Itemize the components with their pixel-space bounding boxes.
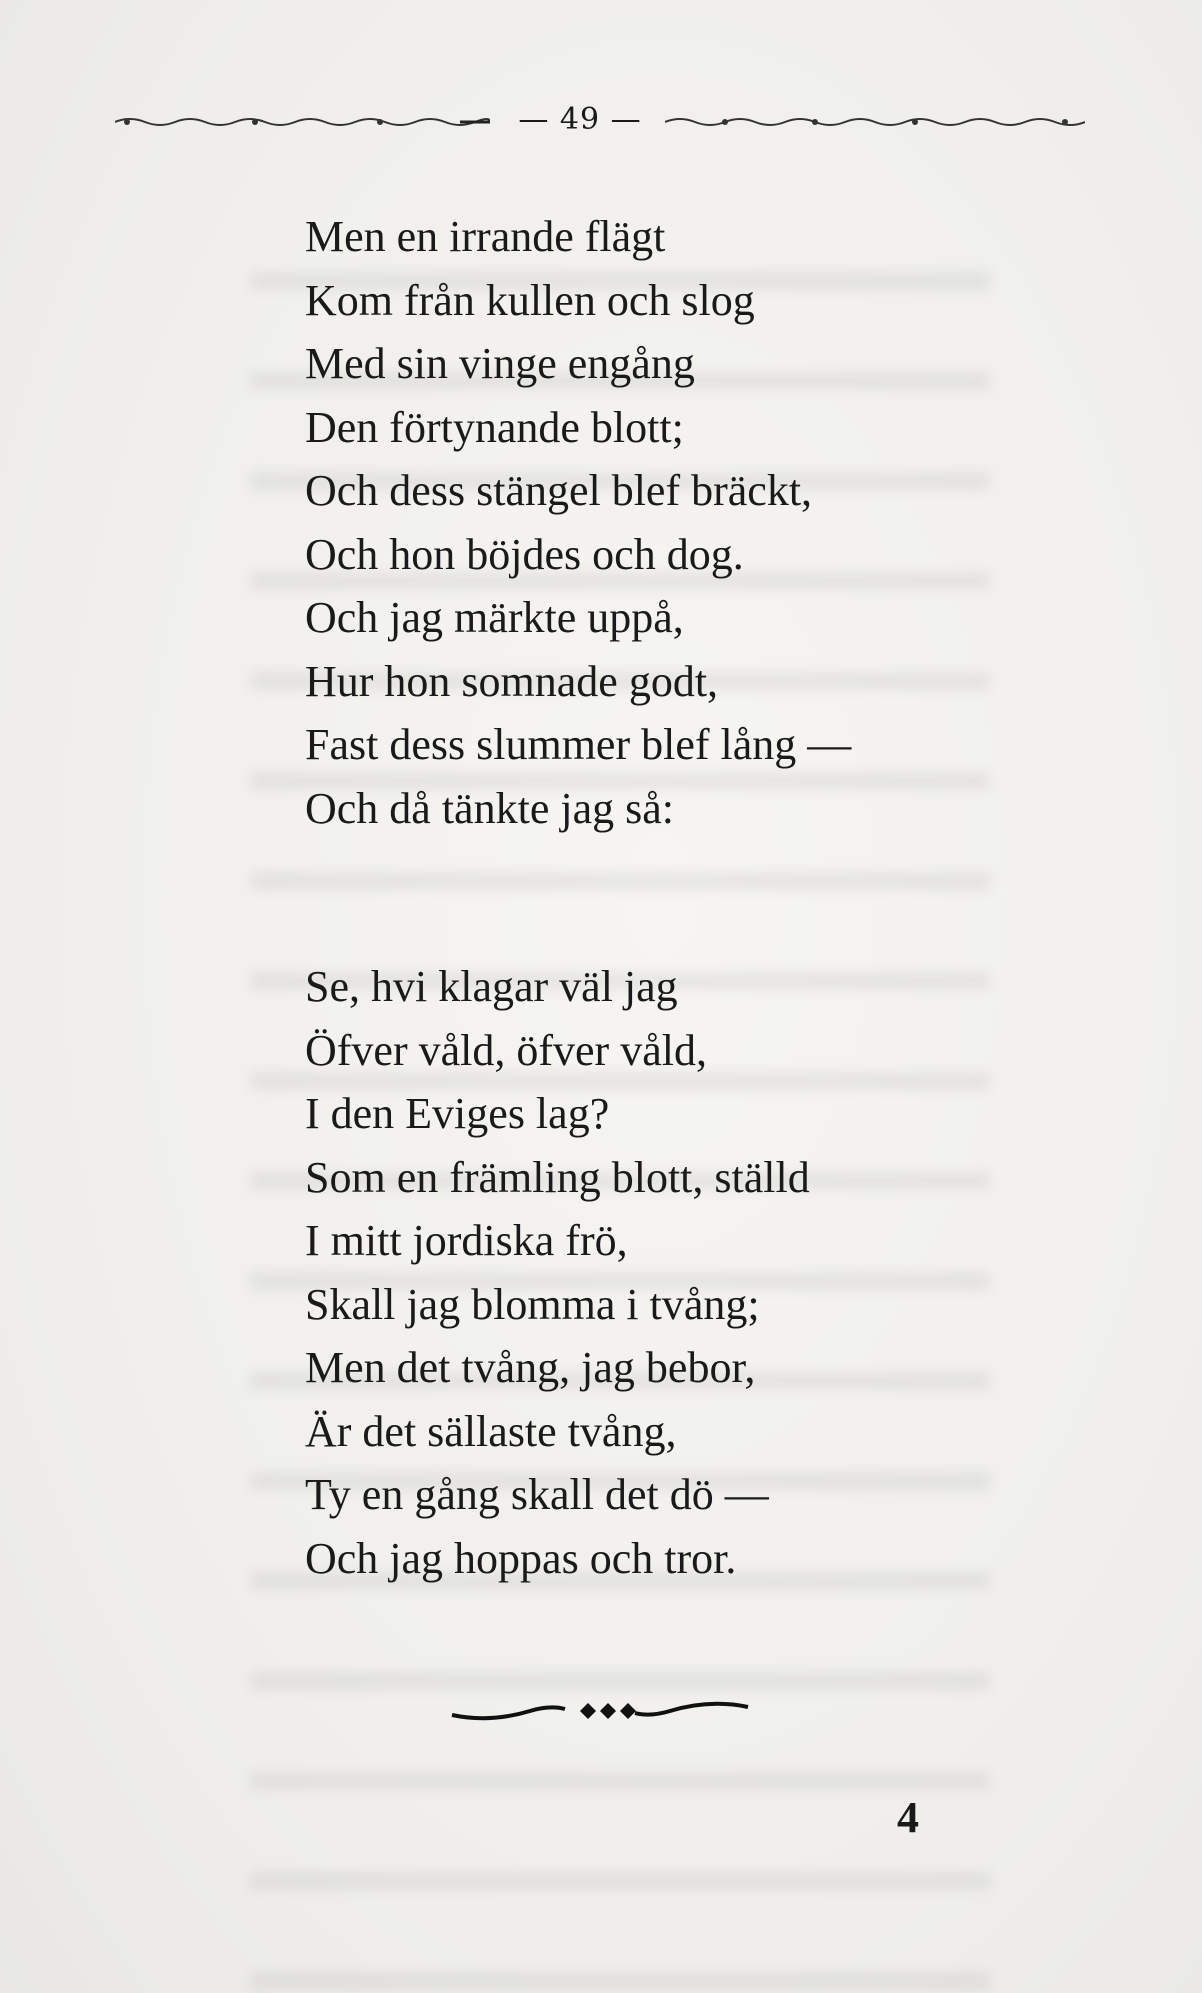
- verse-line: Och jag hoppas och tror.: [305, 1533, 737, 1583]
- verse-line: Som en främling blott, ställd: [305, 1152, 810, 1202]
- header-ornament-right: [665, 116, 1085, 128]
- verse-line: Och hon böjdes och dog.: [305, 529, 744, 579]
- verse-line: Och jag märkte uppå,: [305, 593, 684, 642]
- verse-line: Se, hvi klagar väl jag: [305, 962, 678, 1011]
- signature-mark: 4: [897, 1793, 919, 1842]
- verse-line: Hur hon somnade godt,: [305, 656, 719, 706]
- verse-line: Och då tänkte jag så:: [305, 783, 674, 833]
- verse-line: I den Eviges lag?: [305, 1089, 610, 1138]
- verse-line: Fast dess slummer blef lång —: [305, 720, 852, 769]
- dash-right: —: [600, 102, 642, 137]
- verse-line: Skall jag blomma i tvång;: [305, 1279, 760, 1329]
- verse-line: Kom från kullen och slog: [305, 275, 755, 325]
- stanza-1: [305, 205, 851, 840]
- verse-line: Öfver våld, öfver våld,: [305, 1025, 707, 1075]
- dash-left: —: [518, 102, 560, 137]
- page-number-text: 49: [559, 102, 601, 137]
- end-ornament: [450, 1693, 750, 1727]
- verse-line: Är det sällaste tvång,: [305, 1406, 677, 1456]
- verse-line: Med sin vinge engång: [305, 339, 695, 388]
- verse-line: Men en irrande flägt: [305, 212, 666, 261]
- header-ornament-left: [115, 116, 490, 128]
- verse-line: I mitt jordiska frö,: [305, 1216, 628, 1265]
- verse-line: Den förtynande blott;: [305, 402, 684, 452]
- page-number: [495, 102, 665, 137]
- verse-line: Ty en gång skall det dö —: [305, 1470, 769, 1519]
- verse-line: Och dess stängel blef bräckt,: [305, 466, 813, 515]
- stanza-2: [305, 955, 810, 1590]
- verse-line: Men det tvång, jag bebor,: [305, 1343, 756, 1392]
